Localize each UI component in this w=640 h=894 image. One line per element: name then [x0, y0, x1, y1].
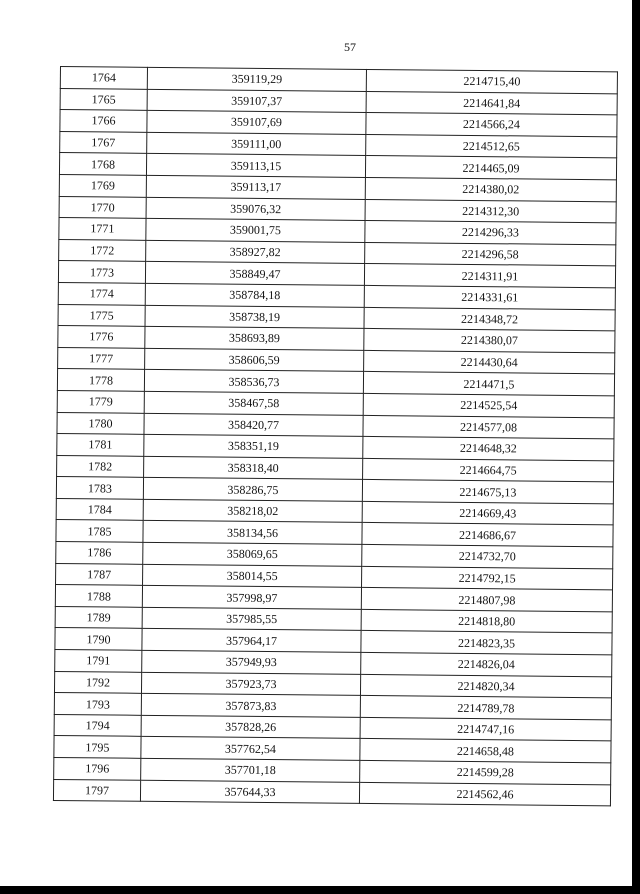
x-coordinate-cell: 358927,82: [146, 240, 365, 264]
point-number-cell: 1767: [60, 131, 147, 153]
x-coordinate-cell: 357762,54: [141, 737, 360, 761]
point-number-cell: 1792: [54, 671, 141, 693]
x-coordinate-cell: 359107,69: [147, 111, 366, 135]
point-number-cell: 1782: [57, 455, 144, 477]
x-coordinate-cell: 359119,29: [147, 67, 366, 91]
x-coordinate-cell: 358420,77: [144, 413, 363, 437]
point-number-cell: 1781: [57, 434, 144, 456]
x-coordinate-cell: 357985,55: [142, 607, 361, 631]
x-coordinate-cell: 357998,97: [142, 586, 361, 610]
y-coordinate-cell: 2214562,46: [359, 782, 610, 806]
y-coordinate-cell: 2214732,70: [362, 544, 613, 568]
x-coordinate-cell: 358467,58: [144, 391, 363, 415]
x-coordinate-cell: 357964,17: [142, 629, 361, 653]
y-coordinate-cell: 2214792,15: [362, 566, 613, 590]
point-number-cell: 1795: [54, 736, 141, 758]
y-coordinate-cell: 2214465,09: [365, 156, 616, 180]
page-number: 57: [344, 40, 356, 54]
y-coordinate-cell: 2214599,28: [360, 760, 611, 784]
x-coordinate-cell: 358849,47: [145, 262, 364, 286]
point-number-cell: 1773: [58, 261, 145, 283]
point-number-cell: 1783: [56, 477, 143, 499]
x-coordinate-cell: 358286,75: [143, 478, 362, 502]
y-coordinate-cell: 2214818,80: [361, 609, 612, 633]
point-number-cell: 1779: [57, 390, 144, 412]
point-number-cell: 1772: [59, 239, 146, 261]
y-coordinate-cell: 2214648,32: [363, 437, 614, 461]
x-coordinate-cell: 358351,19: [144, 434, 363, 458]
coordinates-table-body: [53, 67, 617, 807]
point-number-cell: 1794: [54, 714, 141, 736]
point-number-cell: 1788: [55, 585, 142, 607]
x-coordinate-cell: 357873,83: [141, 694, 360, 718]
y-coordinate-cell: 2214686,67: [362, 523, 613, 547]
x-coordinate-cell: 359001,75: [146, 218, 365, 242]
y-coordinate-cell: 2214430,64: [364, 350, 615, 374]
y-coordinate-cell: 2214471,5: [363, 372, 614, 396]
y-coordinate-cell: 2214789,78: [360, 696, 611, 720]
x-coordinate-cell: 357644,33: [140, 780, 359, 804]
y-coordinate-cell: 2214715,40: [366, 69, 617, 93]
x-coordinate-cell: 358318,40: [144, 456, 363, 480]
point-number-cell: 1774: [58, 282, 145, 304]
table-row: [53, 779, 610, 806]
y-coordinate-cell: 2214664,75: [363, 458, 614, 482]
y-coordinate-cell: 2214296,58: [365, 242, 616, 266]
x-coordinate-cell: 358069,65: [143, 542, 362, 566]
y-coordinate-cell: 2214826,04: [361, 652, 612, 676]
point-number-cell: 1777: [58, 347, 145, 369]
x-coordinate-cell: 357701,18: [141, 758, 360, 782]
point-number-cell: 1764: [60, 67, 147, 89]
point-number-cell: 1780: [57, 412, 144, 434]
point-number-cell: 1766: [60, 110, 147, 132]
y-coordinate-cell: 2214311,91: [364, 264, 615, 288]
x-coordinate-cell: 358014,55: [143, 564, 362, 588]
y-coordinate-cell: 2214566,24: [366, 113, 617, 137]
point-number-cell: 1796: [54, 757, 141, 779]
point-number-cell: 1770: [59, 196, 146, 218]
x-coordinate-cell: 358693,89: [145, 326, 364, 350]
x-coordinate-cell: 359113,15: [146, 154, 365, 178]
point-number-cell: 1769: [59, 174, 146, 196]
y-coordinate-cell: 2214641,84: [366, 91, 617, 115]
x-coordinate-cell: 359113,17: [146, 175, 365, 199]
y-coordinate-cell: 2214380,02: [365, 177, 616, 201]
y-coordinate-cell: 2214331,61: [364, 285, 615, 309]
point-number-cell: 1797: [53, 779, 140, 801]
point-number-cell: 1768: [59, 153, 146, 175]
point-number-cell: 1765: [60, 88, 147, 110]
point-number-cell: 1784: [56, 498, 143, 520]
x-coordinate-cell: 358536,73: [144, 370, 363, 394]
x-coordinate-cell: 358738,19: [145, 305, 364, 329]
point-number-cell: 1778: [57, 369, 144, 391]
x-coordinate-cell: 359111,00: [147, 132, 366, 156]
x-coordinate-cell: 358606,59: [145, 348, 364, 372]
y-coordinate-cell: 2214525,54: [363, 393, 614, 417]
x-coordinate-cell: 359107,37: [147, 89, 366, 113]
y-coordinate-cell: 2214747,16: [360, 717, 611, 741]
point-number-cell: 1789: [55, 606, 142, 628]
y-coordinate-cell: 2214658,48: [360, 739, 611, 763]
y-coordinate-cell: 2214577,08: [363, 415, 614, 439]
y-coordinate-cell: 2214296,33: [365, 221, 616, 245]
y-coordinate-cell: 2214380,07: [364, 329, 615, 353]
x-coordinate-cell: 358134,56: [143, 521, 362, 545]
point-number-cell: 1776: [58, 326, 145, 348]
x-coordinate-cell: 358784,18: [145, 283, 364, 307]
y-coordinate-cell: 2214807,98: [361, 588, 612, 612]
point-number-cell: 1790: [55, 628, 142, 650]
y-coordinate-cell: 2214823,35: [361, 631, 612, 655]
y-coordinate-cell: 2214669,43: [362, 501, 613, 525]
y-coordinate-cell: 2214512,65: [366, 134, 617, 158]
coordinates-table: [53, 66, 618, 807]
point-number-cell: 1785: [56, 520, 143, 542]
point-number-cell: 1787: [56, 563, 143, 585]
x-coordinate-cell: 359076,32: [146, 197, 365, 221]
point-number-cell: 1786: [56, 542, 143, 564]
point-number-cell: 1791: [55, 650, 142, 672]
x-coordinate-cell: 357923,73: [141, 672, 360, 696]
point-number-cell: 1793: [54, 693, 141, 715]
x-coordinate-cell: 357949,93: [142, 650, 361, 674]
point-number-cell: 1771: [59, 218, 146, 240]
y-coordinate-cell: 2214312,30: [365, 199, 616, 223]
point-number-cell: 1775: [58, 304, 145, 326]
y-coordinate-cell: 2214348,72: [364, 307, 615, 331]
y-coordinate-cell: 2214820,34: [360, 674, 611, 698]
x-coordinate-cell: 357828,26: [141, 715, 360, 739]
x-coordinate-cell: 358218,02: [143, 499, 362, 523]
y-coordinate-cell: 2214675,13: [362, 480, 613, 504]
